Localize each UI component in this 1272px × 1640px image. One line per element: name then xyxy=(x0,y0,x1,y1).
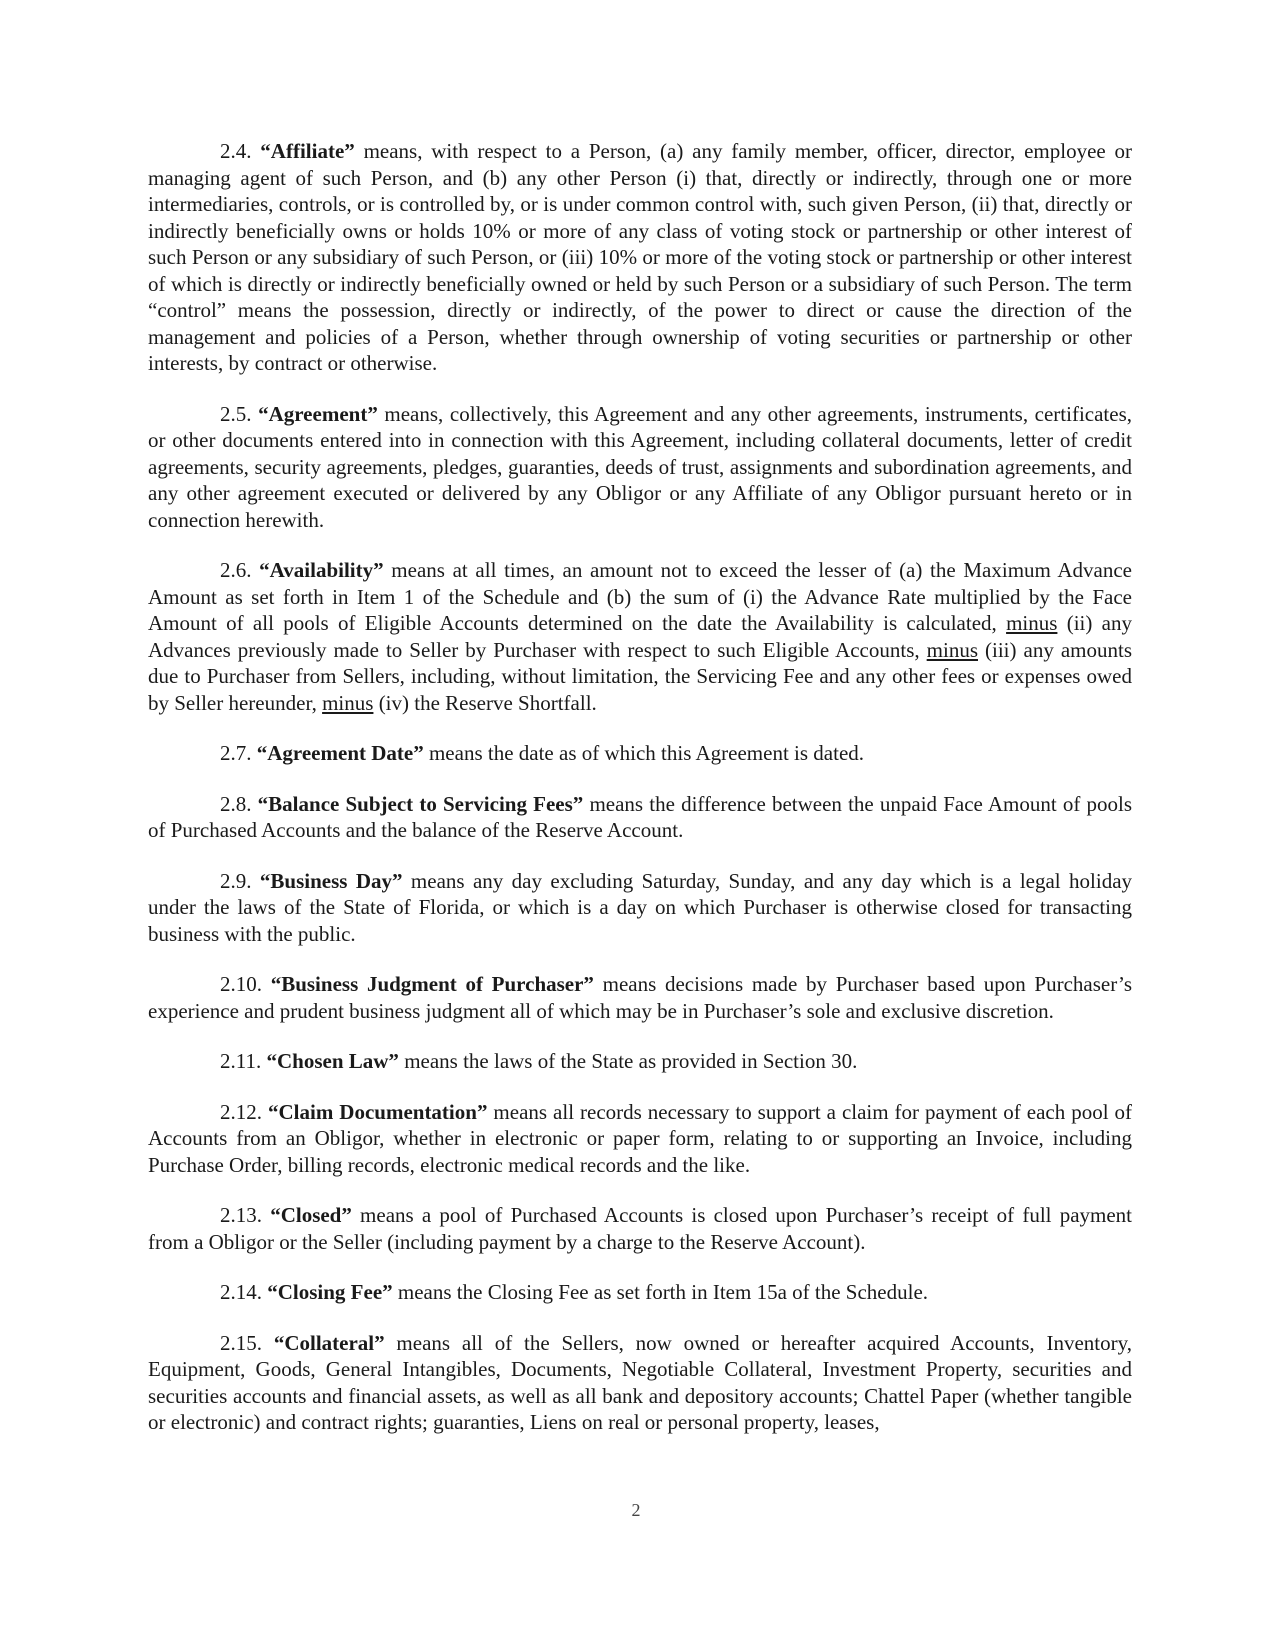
section-number: 2.15. xyxy=(220,1330,262,1355)
definition-text: means a pool of Purchased Accounts is closed upon Purchaser’s receipt of full payment from a Obligor or the Seller (including payment by a charge to the Reserve Account). xyxy=(148,1203,1133,1254)
definition-2-15 xyxy=(148,1330,1132,1436)
section-number: 2.13. xyxy=(220,1203,262,1227)
minus-term: minus xyxy=(322,690,374,715)
page-number: 2 xyxy=(631,1500,641,1520)
defined-term: “Availability” xyxy=(259,558,384,582)
section-number: 2.7. xyxy=(220,741,252,765)
section-number: 2.4. xyxy=(220,139,252,163)
defined-term: “Agreement” xyxy=(258,401,378,426)
definition-2-7 xyxy=(148,740,1132,767)
definition-2-4 xyxy=(148,138,1132,377)
definition-text: means the date as of which this Agreement is dated. xyxy=(423,741,865,765)
definition-2-12 xyxy=(148,1099,1132,1179)
definition-text: (iii) any amounts due to Purchaser from Sellers, including, without limitation, the Servicing Fee and any other fees or expenses owed by Seller hereunder, xyxy=(148,637,1132,715)
defined-term: “Closed” xyxy=(270,1203,352,1227)
defined-term: “Chosen Law” xyxy=(266,1049,399,1073)
defined-term: “Balance Subject to Servicing Fees” xyxy=(257,791,584,816)
section-number: 2.5. xyxy=(220,401,252,426)
section-number: 2.11. xyxy=(220,1049,262,1073)
defined-term: “Affiliate” xyxy=(260,139,355,163)
defined-term: “Claim Documentation” xyxy=(267,1099,488,1124)
definition-text: means, collectively, this Agreement and any other agreements, instruments, certificates, or other documents entered into in connection with this Agreement, including collateral documents, letter of credit agreements, security agreements, pledges, guaranties, deeds of trust, assignments and subordination agreements, and any other agreement executed or delivered by any Obligor or any Affiliate of any Obligor pursuant hereto or in connection herewith. xyxy=(148,401,1133,532)
definition-text: means at all times, an amount not to exceed the lesser of (a) the Maximum Advance Amount as set forth in Item 1 of the Schedule and (b) the sum of (i) the Advance Rate multiplied by the Face Amount of all pools of Eligible Accounts determined on the date the Availability is calculated, xyxy=(148,558,1132,635)
definition-text: (ii) any Advances previously made to Seller by Purchaser with respect to such Eligible Accounts, xyxy=(148,611,1132,662)
section-number: 2.14. xyxy=(220,1280,262,1304)
section-number: 2.6. xyxy=(220,558,252,582)
definition-2-9 xyxy=(148,868,1132,948)
minus-term: minus xyxy=(926,637,978,662)
definition-text: (iv) the Reserve Shortfall. xyxy=(373,690,597,715)
definition-2-8 xyxy=(148,791,1132,844)
defined-term: “Agreement Date” xyxy=(256,741,424,765)
section-number: 2.9. xyxy=(220,868,252,893)
minus-term: minus xyxy=(1006,611,1058,635)
definition-2-11 xyxy=(148,1048,1132,1075)
section-number: 2.8. xyxy=(220,791,252,816)
definition-text: means the difference between the unpaid Face Amount of pools of Purchased Accounts and the balance of the Reserve Account. xyxy=(148,791,1133,842)
defined-term: “Collateral” xyxy=(273,1330,385,1355)
defined-term: “Closing Fee” xyxy=(267,1280,393,1304)
definition-text: means all of the Sellers, now owned or hereafter acquired Accounts, Inventory, Equipment, Goods, General Intangibles, Documents, Negotiable Collateral, Investment Property, securities and securities accounts and financial assets, as well as all bank and depository accounts; Chattel Paper (whether tangible or electronic) and contract rights; guaranties, Liens on real or personal property, leases, xyxy=(148,1330,1132,1434)
definition-text: means any day excluding Saturday, Sunday, and any day which is a legal holiday under the laws of the State of Florida, or which is a day on which Purchaser is otherwise closed for transacting business with the public. xyxy=(148,868,1133,946)
section-number: 2.10. xyxy=(220,972,262,996)
defined-term: “Business Day” xyxy=(259,868,403,893)
definition-text: means all records necessary to support a claim for payment of each pool of Accounts from an Obligor, whether in electronic or paper form, relating to or supporting an Invoice, including Purchase Order, billing records, electronic medical records and the like. xyxy=(148,1099,1132,1177)
section-number: 2.12. xyxy=(220,1099,262,1124)
defined-term: “Business Judgment of Purchaser” xyxy=(270,972,594,996)
definition-2-13 xyxy=(148,1202,1132,1255)
definition-2-14 xyxy=(148,1279,1132,1306)
definition-2-5 xyxy=(148,401,1132,534)
definition-2-10 xyxy=(148,971,1132,1024)
definition-2-6 xyxy=(148,557,1132,716)
definition-text: means the Closing Fee as set forth in Item 15a of the Schedule. xyxy=(392,1280,929,1304)
definition-text: means, with respect to a Person, (a) any family member, officer, director, employee or managing agent of such Person, and (b) any other Person (i) that, directly or indirectly, through one or more intermediaries, controls, or is controlled by, or is under common control with, such given Person, (ii) that, directly or indirectly beneficially owns or holds 10% or more of any class of voting stock or partnership or other interest of such Person or any subsidiary of such Person, or (iii) 10% or more of the voting stock or partnership or other interest of which is directly or indirectly beneficially owned or held by such Person or a subsidiary of such Person. The term “control” means the possession, directly or indirectly, of the power to direct or cause the direction of the management and policies of a Person, whether through ownership of voting securities or partnership or other interests, by contract or otherwise. xyxy=(148,139,1133,375)
definition-text: means the laws of the State as provided in Section 30. xyxy=(398,1049,858,1073)
definition-text: means decisions made by Purchaser based upon Purchaser’s experience and prudent business judgment all of which may be in Purchaser’s sole and exclusive discretion. xyxy=(148,972,1133,1023)
